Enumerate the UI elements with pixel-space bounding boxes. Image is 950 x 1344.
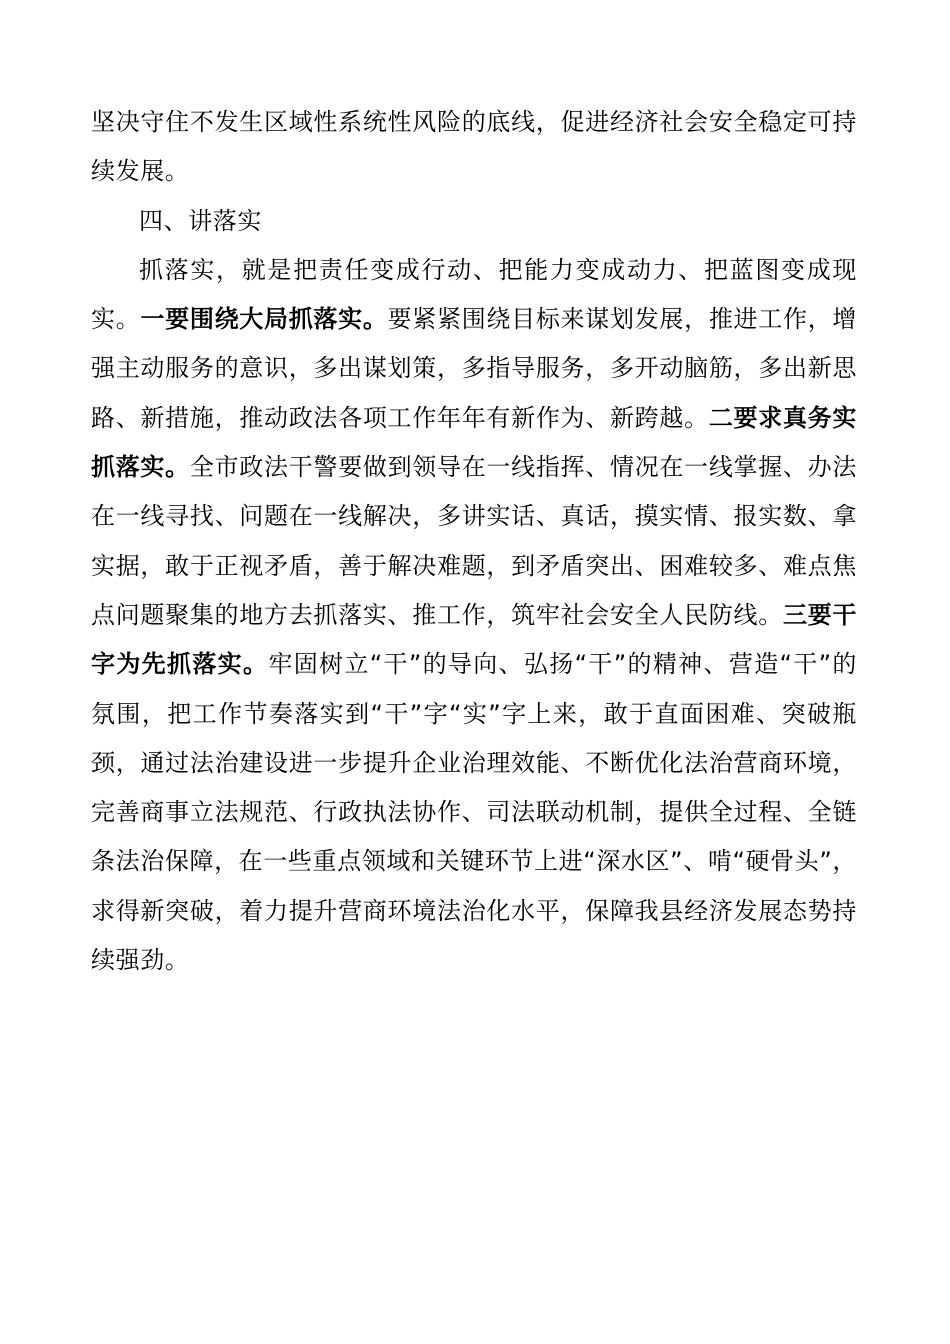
point2-text: 全市政法干警要做到领导在一线指挥、情况在一线掌握、办法在一线寻找、问题在一线解决，多讲实话、真话，摸实情、报实数、拿实据，敢于正视矛盾，善于解决难题，到矛盾突出、困难较多、难点焦点问题聚集的地方去抓落实、推工作，筑牢社会安全人民防线。 [91, 453, 857, 629]
section-heading: 四、讲落实 [139, 206, 262, 235]
document-body [91, 98, 857, 985]
point3-title: 三要干字为先抓落实。 [91, 600, 857, 679]
implementation-paragraph [91, 246, 857, 985]
continued-paragraph [91, 98, 857, 197]
point3-text: 牢固树立“干”的导向、弘扬“干”的精神、营造“干”的氛围，把工作节奏落实到“干”字“实”字上来，敢于直面困难、突破瓶颈，通过法治建设进一步提升企业治理效能、不断优化法治营商环境，完善商事立法规范、行政执法协作、司法联动机制，提供全过程、全链条法治保障，在一些重点领域和关键环节上进“深水区”、啃“硬骨头”，求得新突破，着力提升营商环境法治化水平，保障我县经济发展态势持续强劲。 [91, 650, 858, 975]
point1-title: 一要围绕大局抓落实。 [140, 305, 388, 334]
point2-title: 二要求真务实抓落实。 [91, 403, 857, 482]
continued-paragraph-text: 坚决守住不发生区域性系统性风险的底线，促进经济社会安全稳定可持续发展。 [91, 108, 857, 186]
point1-text: 要紧紧围绕目标来谋划发展，推进工作，增强主动服务的意识，多出谋划策，多指导服务，多开动脑筋，多出新思路、新措施，推动政法各项工作年年有新作为、新跨越。 [91, 305, 858, 432]
paragraph-intro: 抓落实，就是把责任变成行动、把能力变成动力、把蓝图变成现实。 [91, 255, 857, 334]
